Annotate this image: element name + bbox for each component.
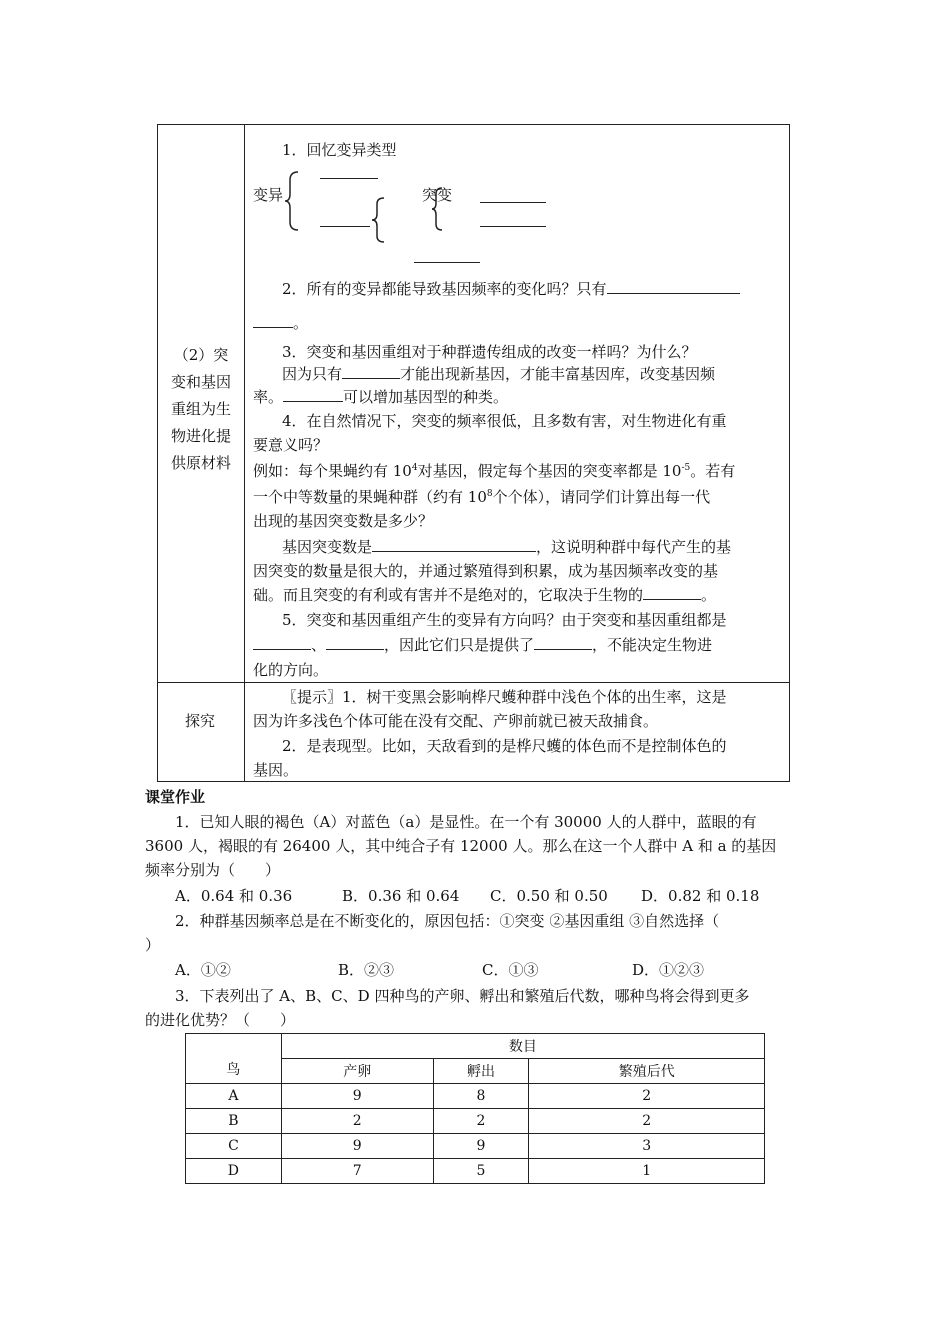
- answer-blank[interactable]: [253, 313, 293, 328]
- q3-line: 3．突变和基因重组对于种群遗传组成的改变一样吗？为什么？: [282, 343, 697, 361]
- blank-line: [480, 226, 546, 227]
- variation-label: 变异: [253, 186, 284, 204]
- column-header: 繁殖后代: [529, 1059, 765, 1084]
- table-cell: 9: [433, 1134, 529, 1159]
- hw-q2-option-b[interactable]: B．②③: [338, 961, 395, 979]
- q1-title: 1．回忆变异类型: [282, 141, 397, 159]
- hw-q1-line-3: 频率分别为（ ）: [145, 861, 281, 879]
- table-cell: 8: [433, 1084, 529, 1109]
- mutation-label: 突变: [422, 186, 453, 204]
- q2-line-2: 。: [253, 313, 308, 333]
- table-cell: 2: [433, 1109, 529, 1134]
- table-cell: 9: [281, 1084, 433, 1109]
- section1-label: （2）突 变和基因 重组为生 物进化提 供原材料: [170, 346, 231, 472]
- answer-blank[interactable]: [253, 635, 311, 650]
- brace-icon: [370, 196, 386, 244]
- column-header: 产卵: [281, 1059, 433, 1084]
- table-row: [186, 1084, 765, 1109]
- blank-line: [320, 226, 370, 227]
- q5-line-1: 5．突变和基因重组产生的变异有方向吗？由于突变和基因重组都是: [282, 611, 727, 629]
- blank-line: [320, 178, 378, 179]
- example-line-1: 例如：每个果蝇约有 $10^4$对基因，假定每个基因的突变率都是 $10^{-5}$。若有: [253, 462, 736, 480]
- hw-q1-option-b[interactable]: B．0.36 和 0.64: [342, 887, 460, 905]
- answer-blank[interactable]: [283, 387, 343, 402]
- answer-line-3: 础。而且突变的有利或有害并不是绝对的，它取决于生物的 。: [253, 586, 717, 604]
- hw-q2-option-a[interactable]: A．①②: [175, 961, 231, 979]
- table-cell: 7: [281, 1159, 433, 1184]
- brace-icon: [430, 186, 444, 232]
- answer-blank[interactable]: [534, 635, 592, 650]
- hw-q1-option-a[interactable]: A．0.64 和 0.36: [175, 887, 293, 905]
- example-line-3: 出现的基因突变数是多少？: [253, 512, 434, 530]
- hw-q3-line-2: 的进化优势？（ ）: [145, 1011, 296, 1029]
- table-row: [186, 1109, 765, 1134]
- answer-line-2: 因突变的数量是很大的，并通过繁殖得到积累，成为基因频率改变的基: [253, 562, 719, 580]
- blank-line: [480, 202, 546, 203]
- table-cell: 1: [529, 1159, 765, 1184]
- q3-answer-line-1: 因为只有 才能出现新基因，才能丰富基因库，改变基因频: [282, 365, 716, 383]
- bird-table: [185, 1033, 765, 1184]
- hint2-line: 2．是表现型。比如，天敌看到的是桦尺蠖的体色而不是控制体色的: [282, 737, 727, 755]
- blank-line: [414, 262, 480, 263]
- brace-icon: [284, 170, 300, 232]
- homework-title: 课堂作业: [145, 788, 206, 806]
- answer-blank[interactable]: [643, 585, 701, 600]
- table-cell: 2: [529, 1084, 765, 1109]
- table-cell: 9: [281, 1134, 433, 1159]
- column-divider: [244, 124, 245, 782]
- hw-q1-line-1: 1．已知人眼的褐色（A）对蓝色（a）是显性。在一个有 30000 人的人群中，蓝眼的有: [175, 813, 757, 831]
- hint1-line: 〖提示〗1．树干变黑会影响桦尺蠖种群中浅色个体的出生率，这是: [282, 688, 727, 706]
- example-line-2: 一个中等数量的果蝇种群（约有 $10^8$个个体），请同学们计算出每一代: [253, 488, 711, 506]
- table-cell: 3: [529, 1134, 765, 1159]
- table-row: [186, 1159, 765, 1184]
- answer-blank[interactable]: [372, 537, 536, 552]
- bird-name: B: [186, 1109, 282, 1134]
- column-header: 孵出: [433, 1059, 529, 1084]
- q2-line: 2．所有的变异都能导致基因频率的变化吗？只有: [282, 279, 740, 299]
- q5-line-3: 化的方向。: [253, 661, 329, 679]
- hw-q2-line-1: 2．种群基因频率总是在不断变化的，原因包括：①突变 ②基因重组 ③自然选择（: [175, 912, 720, 930]
- lesson-table: [157, 124, 790, 782]
- hint2-line-2: 基因。: [253, 761, 299, 779]
- table-row: [186, 1134, 765, 1159]
- hw-q1-option-c[interactable]: C．0.50 和 0.50: [490, 887, 608, 905]
- answer-blank[interactable]: [342, 364, 400, 379]
- hw-q1-line-2: 3600 人，褐眼的有 26400 人，其中纯合子有 12000 人。那么在这一个人群中 A 和 a 的基因: [145, 837, 777, 855]
- hint1-line-2: 因为许多浅色个体可能在没有交配、产卵前就已被天敌捕食。: [253, 712, 659, 730]
- q4-line-2: 要意义吗？: [253, 436, 329, 454]
- row-divider: [157, 682, 790, 683]
- group-header: 数目: [281, 1034, 764, 1059]
- hw-q2-option-c[interactable]: C．①③: [482, 961, 539, 979]
- answer-blank[interactable]: [607, 279, 740, 294]
- hw-q2-option-d[interactable]: D．①②③: [632, 961, 705, 979]
- answer-blank[interactable]: [326, 635, 384, 650]
- q5-line-2: 、 ，因此它们只是提供了 ，不能决定生物进: [253, 635, 712, 655]
- table-cell: 2: [529, 1109, 765, 1134]
- bird-name: C: [186, 1134, 282, 1159]
- table-cell: 2: [281, 1109, 433, 1134]
- table-cell: 5: [433, 1159, 529, 1184]
- section2-label: 探究: [185, 712, 216, 730]
- hw-q2-line-2: ）: [145, 936, 161, 954]
- bird-header: 鸟: [186, 1034, 282, 1084]
- bird-name: D: [186, 1159, 282, 1184]
- answer-line-1: 基因突变数是 ，这说明种群中每代产生的基: [282, 538, 732, 556]
- hw-q1-option-d[interactable]: D．0.82 和 0.18: [641, 887, 760, 905]
- bird-name: A: [186, 1084, 282, 1109]
- q4-line-1: 4．在自然情况下，突变的频率很低，且多数有害，对生物进化有重: [282, 412, 727, 430]
- hw-q3-line-1: 3．下表列出了 A、B、C、D 四种鸟的产卵、孵出和繁殖后代数，哪种鸟将会得到更多: [175, 987, 750, 1005]
- q3-answer-line-2: 率。 可以增加基因型的种类。: [253, 388, 509, 406]
